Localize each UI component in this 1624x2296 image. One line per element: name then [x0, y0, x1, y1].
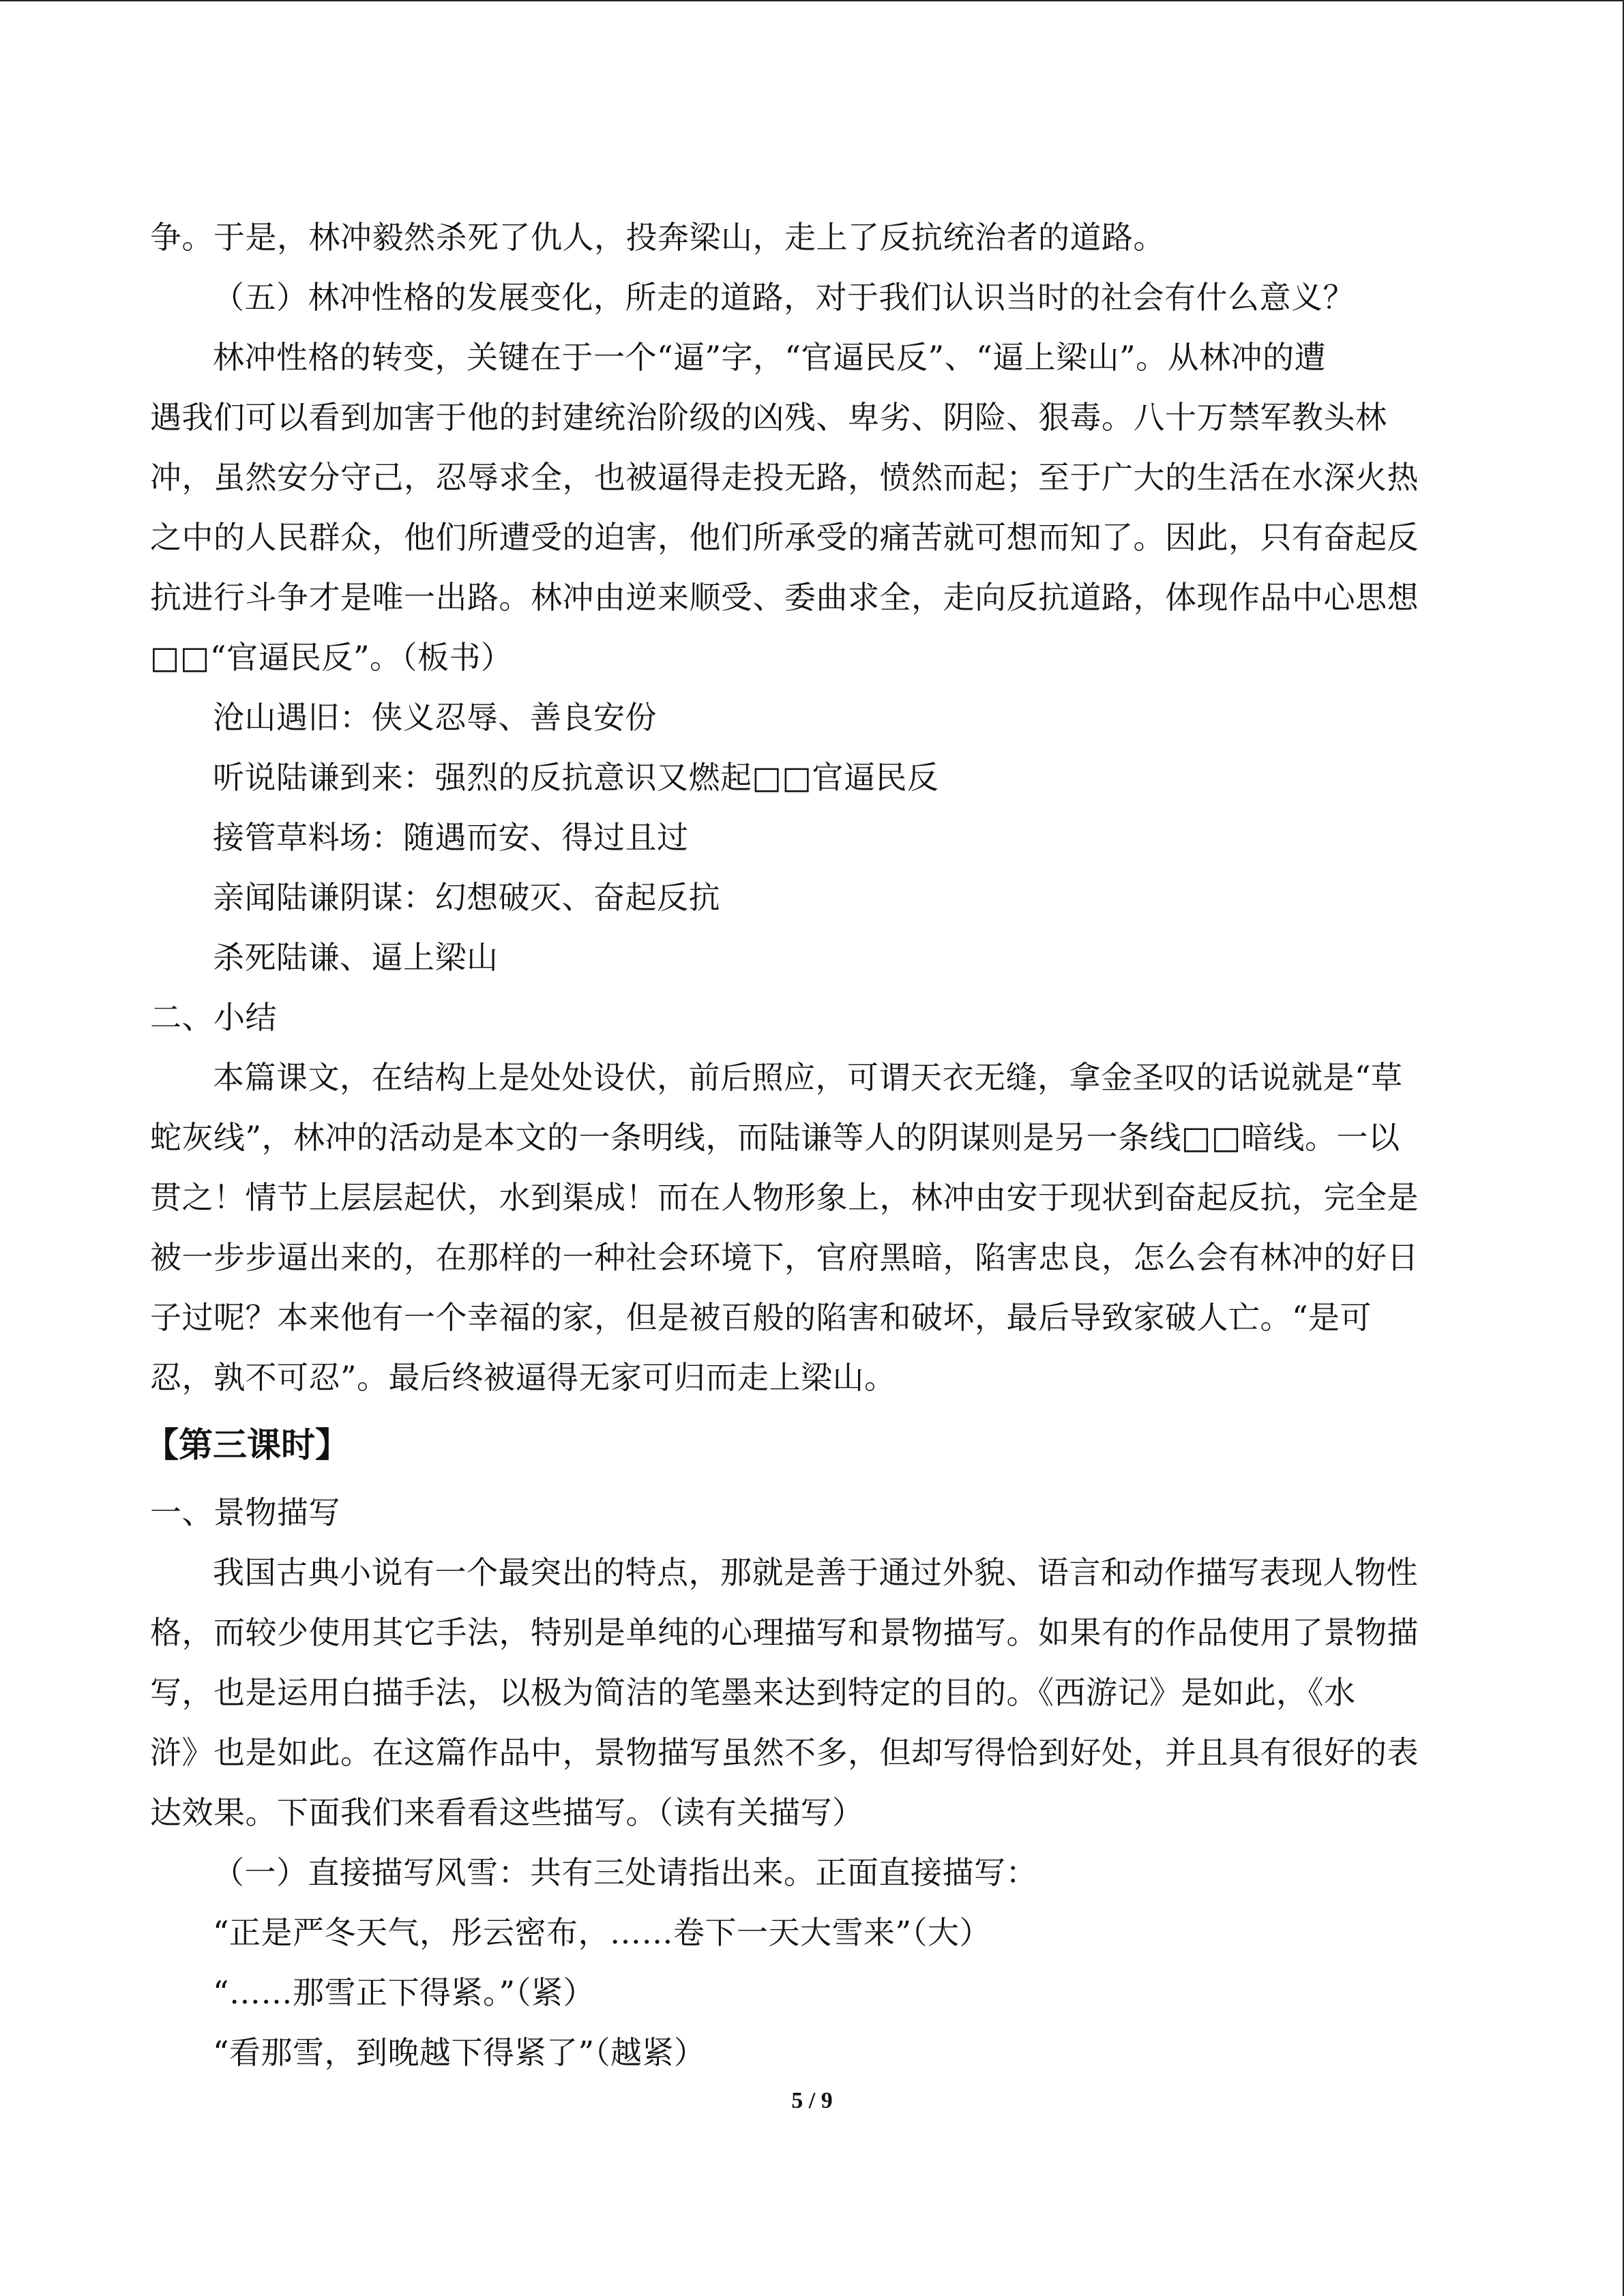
- text-line: 蛇灰线”，林冲的活动是本文的一条明线，而陆谦等人的阴谋则是另一条线□□暗线。一以: [150, 1119, 1400, 1156]
- text-line: “看那雪，到晚越下得紧了”（越紧）: [213, 2034, 706, 2071]
- text-line: 林冲性格的转变，关键在于一个“逼”字，“官逼民反”、“逼上梁山”。从林冲的遭: [213, 339, 1327, 376]
- paragraph-block-lesson-three: [150, 1482, 1460, 2083]
- text-line: 我国古典小说有一个最突出的特点，那就是善于通过外貌、语言和动作描写表现人物性: [213, 1554, 1418, 1591]
- text-line: 被一步步逼出来的，在那样的一种社会环境下，官府黑暗，陷害忠良，怎么会有林冲的好日: [150, 1239, 1419, 1276]
- text-line: 达效果。下面我们来看看这些描写。（读有关描写）: [150, 1794, 864, 1831]
- text-line: 遇我们可以看到加害于他的封建统治阶级的凶残、卑劣、阴险、狠毒。八十万禁军教头林: [150, 399, 1387, 436]
- text-line: 忍，孰不可忍”。最后终被逼得无家可归而走上梁山。: [150, 1359, 896, 1396]
- text-line: 浒》也是如此。在这篇作品中，景物描写虽然不多，但却写得恰到好处，并且具有很好的表: [150, 1734, 1419, 1771]
- text-line: 接管草料场：随遇而安、得过且过: [213, 819, 689, 856]
- text-line: □□“官逼民反”。（板书）: [150, 639, 513, 676]
- text-line: 争。于是，林冲毅然杀死了仇人，投奔梁山，走上了反抗统治者的道路。: [150, 219, 1165, 256]
- text-line: 写，也是运用白描手法，以极为简洁的笔墨来达到特定的目的。《西游记》是如此，《水: [150, 1674, 1356, 1711]
- text-line: 格，而较少使用其它手法，特别是单纯的心理描写和景物描写。如果有的作品使用了景物描: [150, 1614, 1419, 1651]
- text-line: 二、小结: [150, 999, 277, 1036]
- text-line: （一）直接描写风雪：共有三处请指出来。正面直接描写：: [213, 1854, 1037, 1891]
- section-heading: 【第三课时】: [145, 1425, 349, 1465]
- text-line: “……那雪正下得紧。”（紧）: [213, 1974, 595, 2011]
- paragraph-block-lesson-two: [150, 207, 1460, 1407]
- text-line: 听说陆谦到来：强烈的反抗意识又燃起□□官逼民反: [213, 759, 939, 796]
- text-line: 之中的人民群众，他们所遭受的迫害，他们所承受的痛苦就可想而知了。因此，只有奋起反: [150, 519, 1419, 556]
- text-line: 子过呢？本来他有一个幸福的家，但是被百般的陷害和破坏，最后导致家破人亡。“是可: [150, 1299, 1372, 1336]
- document-body: [145, 207, 1460, 2083]
- text-line: “正是严冬天气，彤云密布，……卷下一天大雪来”（大）: [213, 1914, 992, 1951]
- text-line: （五）林冲性格的发展变化，所走的道路，对于我们认识当时的社会有什么意义？: [213, 279, 1355, 316]
- text-line: 杀死陆谦、逼上梁山: [213, 939, 499, 976]
- text-line: 抗进行斗争才是唯一出路。林冲由逆来顺受、委曲求全，走向反抗道路，体现作品中心思想: [150, 579, 1419, 616]
- text-line: 本篇课文，在结构上是处处设伏，前后照应，可谓天衣无缝，拿金圣叹的话说就是“草: [213, 1059, 1403, 1096]
- text-line: 冲，虽然安分守己，忍辱求全，也被逼得走投无路，愤然而起；至于广大的生活在水深火热: [150, 459, 1419, 496]
- text-line: 贯之！情节上层层起伏，水到渠成！而在人物形象上，林冲由安于现状到奋起反抗，完全是: [150, 1179, 1419, 1216]
- page-number: 5 / 9: [791, 2088, 833, 2113]
- text-line: 一、景物描写: [150, 1494, 340, 1531]
- text-line: 亲闻陆谦阴谋：幻想破灭、奋起反抗: [213, 879, 720, 916]
- text-line: 沧山遇旧：侠义忍辱、善良安份: [213, 699, 657, 736]
